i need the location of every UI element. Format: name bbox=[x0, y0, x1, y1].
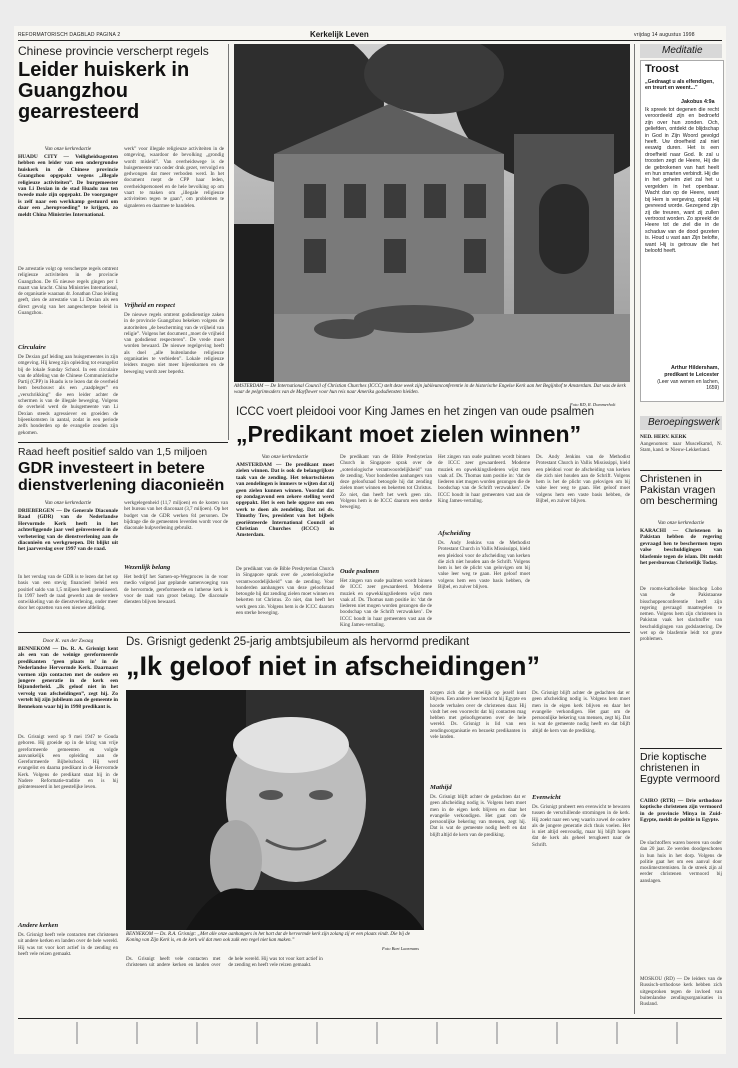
grisnigt-top-rule bbox=[18, 632, 630, 633]
meditatie-text: Ik spreek tot degenen die recht veroordeeld zijn en bedroefd zijn over hun zonden. Och, geliefden, ontdekt de blijdschap in God in Zijn Woord gevolgd heeft. Uw droefheid zal niet eeuwig duren. Het is een droefheid naar God. Ik zal u troosten zegt de Heere, Hij die de gebrokenen van hart heelt en hun smarten verbindt. Hij die in het geheim ziet zal het u vergelden in het openbaar. Wacht dan op de Heere, want bij Hem is vergeving, opdat Hij gevreesd worde. Gezegend zijn zij die treuren, want zij zullen vertroost worden. Zo spreekt de Heere tot de ziel die in de schaduw van de dood gezeten is. Houd u vast aan Zijn belofte, want Hij is getrouw die het beloofd heeft. bbox=[645, 107, 719, 254]
amsterdam-photo-credit: Foto RD, R. Dommerholt bbox=[570, 402, 616, 407]
china-col2a: werk” voor illegale religieuze activiteiten in de omgeving, waardoor de bevolking „grondig wordt misleid”. Van overheidswege is de huisgemeente van onder druk gezet, vervolgd en gedwongen dat meer verboden werd. In het document roept de CPP haar leden, overheidspersoneel en de hele bevolking op om vaart te maken om „illegale religieuze activiteiten tegen te gaan”, om problemen te signaleren en daarmee te handelen. bbox=[124, 146, 224, 209]
egypte-headline: Drie koptische christenen in Egypte vermoord bbox=[640, 751, 720, 786]
gdr-para1: In het verslag van de GDR is te lezen dat het op basis van een stevig financieel beleid een positief saldo van 1,5 miljoen heeft gerealiseerd. In 1997 heeft de raad gewerkt aan de verdere ontwikkeling van de dienstverlening, onder meer door het opzetten van een nieuwe afdeling. bbox=[18, 574, 118, 612]
egypte-text: De slachtoffers waren boeren van ouder dan 20 jaar. Ze werden doodgeschoten in hun huis in het dorp. Volgens de politie gaat het om een aanval door moslimextremisten. In de streek zijn al eerder christenen vermoord bij aanslagen. bbox=[640, 840, 722, 884]
gdr-kicker: Raad heeft positief saldo van 1,5 miljoen bbox=[18, 446, 208, 458]
grisnigt-headline: „Ik geloof niet in afscheidingen” bbox=[126, 651, 541, 681]
meditatie-box bbox=[640, 60, 724, 402]
gdr-headline: GDR investeert in betere dienstverlening diaconieën bbox=[18, 460, 225, 494]
gdr-sub1: Wezenlijk belang bbox=[124, 564, 171, 571]
egypte-top-rule bbox=[640, 748, 722, 749]
china-lead: HUADU CITY — Veiligheidsagenten hebben een leider van een ondergrondse huiskerk in de Chinese provincie Guangzhou opgepakt wegens „illegale religieuze activiteiten”. De burgemeester van Li Dexian in de stad Huadu zou ten tweede male zijn opgepakt. De voorganger is zelf naar een werkkamp gestuurd om daar een „heropvoeding” te krijgen, zo meldt China Ministries International. bbox=[18, 154, 118, 218]
grisnigt-col3: zorgen zich dat je moeilijk op jezelf kunt blijven. Een andere keer bezocht hij Egypte en hoorde verhalen over de christenen daar. Hij vindt het een voorrecht dat hij contacten mag hebben met geloofsgenoten over de hele wereld. Ds. Grisnigt is lid van een zendingsorganisatie en bezoekt predikanten in vele landen. bbox=[430, 690, 526, 741]
decorative-footer-strip bbox=[18, 1022, 722, 1044]
grisnigt-sub3: Evenwicht bbox=[532, 794, 561, 801]
beroepingswerk-text: Aangenomen: naar Muscelkamd, N. Stam, kand. te Nieuw-Lekkerland. bbox=[640, 441, 722, 454]
amsterdam-photo bbox=[234, 44, 630, 382]
amsterdam-sub1: Afscheiding bbox=[438, 530, 471, 537]
column-divider bbox=[228, 44, 229, 440]
amsterdam-headline: „Predikant moet zielen winnen” bbox=[236, 421, 582, 447]
meditatie-role: predikant te Leicester bbox=[664, 372, 719, 378]
amsterdam-lead: AMSTERDAM — De predikant moet zielen winnen. Dat is ook de belangrijkste taak van de zending. Het tekortschieten van zendelingen is immers te wijten dat zij geen zielen kunnen winnen. Voordat dat op zondagavond een zekere stelling werd opgepakt. Het is een hele opgave om een werk te doen als zendeling. Dat zei ds. Timothy Tow, president van het bijbels georiënteerde International Council of Christian Churches (ICCC) in Amsterdam. bbox=[236, 462, 334, 539]
amsterdam-para1-cont: De predikant van de Bible Presbyterian Church in Singapore sprak over de „soteriologische verantwoordelijkheid” van de zending. Voor honderden aanhangers van deze geloofsraad betoogde hij dat zending zielen moet winnen en bekerten tot Christus. Zo niet, dan heeft het werk geen zin. Volgens hem is de ICCC daarom een sterke beweging. bbox=[340, 454, 432, 511]
pakistan-byline: Van onze kerkredactie bbox=[657, 520, 705, 526]
header-right: vrijdag 14 augustus 1998 bbox=[634, 32, 695, 38]
header-rule bbox=[18, 40, 722, 41]
amsterdam-kicker: ICCC voert pleidooi voor King James en het zingen van oude psalmen bbox=[236, 406, 594, 418]
amsterdam-byline: Van onze kerkredactie bbox=[261, 454, 309, 460]
grisnigt-col4: Ds. Grisnigt blijft achter de gedachten dat er geen afscheiding nodig is. Volgens hem moet men in de eigen kerk blijven en daar het evangelie verkondigen. Het gaat om de persoonlijke bekering van mensen, zegt hij. Dat is wat de gemeente nodig heeft en dat blijft altijd de kern van de prediking. bbox=[430, 794, 526, 838]
pakistan-top-rule bbox=[640, 470, 722, 471]
gdr-col2: werkgelegenheid (11,7 miljoen) en de kosten van het bureau van het diaconaat (3,7 miljoen). Op het budget van de GDR werken 84 personen. De bijdrage die de gemeenten leverden wordt voor de diaconale hulpverlening gebruikt. bbox=[124, 500, 228, 532]
bottom-rule bbox=[18, 1018, 722, 1019]
china-para1: De arrestatie volgt op verscherpte regels omtrent religieuze activiteiten in de provincie Guangzhou. De 65 nieuwe regels gingen per 1 maart van kracht. China Ministries International, de organisatie waaraan dr. Jonathan Chao leiding geeft, zien de arrestatie van Li Dexian als een direct gevolg van het aangescherpte beleid in Guangzhou. bbox=[18, 266, 118, 317]
meditatie-tab bbox=[640, 44, 722, 58]
beroepingswerk-tab bbox=[640, 416, 722, 430]
amsterdam-para2-col4: Ds. Andy Jenkins van de Methodist Protestant Church in Vallis Mississippi, hield een pleidooi voor de afscheiding van kerken die zich niet houden aan de Schrift. Volgens hem is het de plicht van gelovigen om bij valse leer weg te gaan. Het geloof moet volgens hem een vaste basis hebben, de Bijbel, en zuiver blijven. bbox=[536, 454, 630, 505]
china-kicker: Chinese provincie verscherpt regels bbox=[18, 44, 209, 58]
amsterdam-caption: AMSTERDAM — De International Council of Christian Churches (ICCC) stelt deze week zijn jubileumconferentie in de historische Engelse Kerk aan het Begijnhof te Amsterdam. Dat was de kerk waar de pelgrimvaders van de Mayflower voor hun reis naar Amerika godsdiensten hielden. bbox=[234, 384, 626, 395]
china-sub2: Vrijheid en respect bbox=[124, 302, 175, 309]
grisnigt-photo-credit: Foto Bart Laarmans bbox=[382, 946, 420, 951]
gdr-lead: DRIEBERGEN — De Generale Diaconale Raad (GDR) van de Nederlandse Hervormde Kerk heeft in het achterliggende jaar veel geïnvesteerd in de verbetering van de dienstverlening aan de diaconieën en werkgroepen. Dit blijkt uit het jaarverslag over 1997 van de raad. bbox=[18, 508, 118, 553]
amsterdam-para2: Ds. Andy Jenkins van de Methodist Protestant Church in Vallis Mississippi, hield een pleidooi voor de afscheiding van kerken die zich niet houden aan de Schrift. Volgens hem is het de plicht van gelovigen om bij valse leer weg te gaan. Het geloof moet volgens hem een vaste basis hebben, de Bijbel, en zuiver blijven. bbox=[438, 540, 530, 591]
grisnigt-caption: BENNEKOM — Ds. R.A. Grisnigt: „Met alle onze aanhangers in het hart dat de hervormde kerk zijn zolang zij er een plaats vindt. Die bij de Koning van Zijn Kerk is, en de kerk wil dat men ook zulk een regel niet kan maken.” bbox=[126, 932, 410, 943]
grisnigt-col4b: Ds. Grisnigt blijft achter de gedachten dat er geen afscheiding nodig is. Volgens hem moet men in de eigen kerk blijven en daar het evangelie verkondigen. Het gaat om de persoonlijke bekering van mensen, zegt hij. Dat is wat de gemeente nodig heeft en dat blijft altijd de kern van de prediking. bbox=[532, 690, 630, 734]
gdr-col2b: Het bedrijf het Samen-op-Wegproces in de voor medio volgend jaar geplande samenvoeging van de hervormde, gereformeerde en lutherse kerk is voor de raad van groot belang. De diaconale diensten blijven bewaard. bbox=[124, 574, 228, 606]
grisnigt-sub2: Mathijd bbox=[430, 784, 452, 791]
china-byline: Van onze kerkredactie bbox=[44, 146, 92, 152]
header-left: REFORMATORISCH DAGBLAD PAGINA 2 bbox=[18, 32, 121, 38]
amsterdam-sub2: Oude psalmen bbox=[340, 568, 380, 575]
china-headline: Leider huiskerk in Guangzhou gearresteerd bbox=[18, 59, 190, 123]
pakistan-text: De rooms-katholieke bisschop Lobo van de Pakistaanse bisschoppenconferentie heeft zijn regering gevraagd maatregelen te nemen. Volgens hem zijn christenen in Pakistan vaak het slachtoffer van beschuldigingen van godslastering. De wet op de blasfemie leidt tot grote problemen. bbox=[640, 586, 722, 643]
china-sub1: Circulaire bbox=[18, 344, 46, 351]
grisnigt-byline: Door K. van der Zwaag bbox=[42, 638, 94, 644]
meditatie-source: (Leer van wenen en lachen, 1659) bbox=[657, 379, 719, 391]
portrait-illustration bbox=[126, 690, 424, 930]
meditatie-ref: Jakobus 4:9a bbox=[681, 99, 715, 105]
meditatie-verse: „Gedraagt u als elfendigen, en treurt en weent...” bbox=[645, 79, 714, 92]
gdr-top-rule bbox=[18, 442, 228, 443]
grisnigt-sub1: Andere kerken bbox=[18, 922, 59, 929]
grisnigt-photo bbox=[126, 690, 424, 930]
moskou-text: MOSKOU (RD) — De leiders van de Russisch-orthodoxe kerk hebben zich uitgesproken tegen de invloed van buitenlandse zendingsorganisaties in Rusland. bbox=[640, 976, 722, 1008]
meditatie-tab-label: Meditatie bbox=[662, 45, 703, 56]
grisnigt-bottom-text: Ds. Grisnigt heeft vele contacten met christenen uit andere kerken en landen over de hele wereld. Hij was tot voor kort actief in de zending en heeft vele reizen gemaakt. bbox=[126, 956, 323, 969]
grisnigt-kicker: Ds. Grisnigt gedenkt 25-jarig ambtsjubileum als hervormd predikant bbox=[126, 636, 470, 648]
china-col2b: De nieuwe regels omtrent godsdienstige zaken in de provincie Guangzhou bekeken volgens de autoriteiten „de bescherming van de vrijheid van religie”. Volgens het document „moet de vrijheid van godsdienst respecteren”. De vrede moet worden bewaard. De nieuwe regelgeving heeft als doel „alle buitenlandse religieuze organisaties te verbieden”. Lokale religieuze leiders mogen niet meer bijeenkomen en de beweging wordt zeer beperkt. bbox=[124, 312, 224, 375]
right-column-divider bbox=[634, 44, 635, 1014]
grisnigt-para2: Ds. Grisnigt heeft vele contacten met christenen uit andere kerken en landen over de hele wereld. Hij was tot voor kort actief in de zending en heeft vele reizen gemaakt. bbox=[18, 932, 118, 957]
grisnigt-para1: Ds. Grisnigt werd op 9 mei 1947 te Gouda geboren. Hij groeide op in de kring van vrije gereformeerde gemeenten en volgde aanvankelijk een opleiding aan de Gereformeerde Bijbelschool. Hij werd evangelist en daarna predikant in de Hervormde Kerk. Volgens de predikant staat hij in de Nadere Reformatie-traditie en is hij geïnteresseerd in het geestelijke leven. bbox=[18, 734, 118, 791]
church-building-illustration bbox=[234, 44, 630, 382]
egypte-lead: CAIRO (RTR) — Drie orthodoxe koptische christenen zijn vermoord in de provincie Minya in Zuid-Egypte, meldt de politie in Egypte. bbox=[640, 798, 722, 824]
grisnigt-lead: BENNEKOM — Ds. R. A. Grisnigt kent als een van de weinige gereformeerde predikanten ‘geen plaats in’ in de Nederlandse Hervormde Kerk. Daarnaast vormen zijn contacten met de oudere en jongere generatie in de kerk een bijzonderheid. „Ik geloof niet in het vervolg van afscheidingen”, zegt hij. Zo vertelt hij zijn jubileum aan de gemeente in Bennekom waar hij in 1998 predikant is. bbox=[18, 646, 118, 710]
meditatie-title: Troost bbox=[645, 63, 679, 75]
pakistan-lead: KARACHI — Christenen in Pakistan hebben de regering gevraagd hen te beschermen tegen valse beschuldigingen van blasfemie tegen de islam. Dit meldt het persbureau Christelijk Today. bbox=[640, 528, 722, 567]
amsterdam-para2-col3: Het zingen van oude psalmen wordt binnen de ICCC zeer gewaardeerd. Moderne muziek en opwekkingsliederen wijst men vaak af. Ds. Thomas nam positie in: ‘dat de liederen niet mogen worden gezongen die de boodschap van de Schrift verzwakken’. De ICCC houdt in haar gemeenten vast aan de King James-vertaling. bbox=[438, 454, 530, 505]
amsterdam-para3: Het zingen van oude psalmen wordt binnen de ICCC zeer gewaardeerd. Moderne muziek en opwekkingsliederen wijst men vaak af. Ds. Thomas nam positie in: ‘dat de liederen niet mogen worden gezongen die de boodschap van de Schrift verzwakken’. De ICCC houdt in haar gemeenten vast aan de King James-vertaling. bbox=[340, 578, 432, 628]
header-center: Kerkelijk Leven bbox=[310, 30, 369, 39]
newspaper-page bbox=[14, 26, 726, 1054]
gdr-byline: Van onze kerkredactie bbox=[44, 500, 92, 506]
amsterdam-para1: De predikant van de Bible Presbyterian Church in Singapore sprak over de „soteriologische verantwoordelijkheid” van de zending. Voor honderden aanhangers van deze geloofsraad betoogde hij dat zending zielen moet winnen en bekerten tot Christus. Zo niet, dan heeft het werk geen zin. Volgens hem is de ICCC daarom een sterke beweging. bbox=[236, 566, 334, 617]
pakistan-headline: Christenen in Pakistan vragen om bescherming bbox=[640, 473, 718, 508]
grisnigt-col5: Ds. Grisnigt probeert een evenwicht te bewaren tussen de verschillende stromingen in de kerk. Hij zoekt naar een weg waarin zowel de oudere als de jongere generatie zich thuis voelen. Het is niet altijd eenvoudig, maar hij blijft hopen dat de kerk als geheel terugkeert naar de Schrift. bbox=[532, 804, 630, 848]
china-para2: De Dexian gaf leiding aan huisgemeentes in zijn omgeving. Hij kreeg zijn opleiding tot evangelist bij de lokale Sunday School. In een circulaire van de afdeling van de Chinese Communistische Partij (CPP) in Huadu is te lezen dat de overheid hem beschouwt als een „raadpleger” en „verschrikking” die een leider achter de schermen is van de illegale beweging. Volgens de overheid werd de huisgemeente van Li Dexian steeds agressiever en groeiden de bijeenkomsten in aantal, zodat in een periode zelfs honderden op de evangelie zouden zijn gekomen. bbox=[18, 354, 118, 436]
meditatie-author: Arthur Hildersham, bbox=[671, 365, 719, 371]
beroepingswerk-church: NED. HERV. KERK bbox=[640, 434, 687, 440]
beroepingswerk-tab-label: Beroepingswerk bbox=[648, 417, 720, 428]
